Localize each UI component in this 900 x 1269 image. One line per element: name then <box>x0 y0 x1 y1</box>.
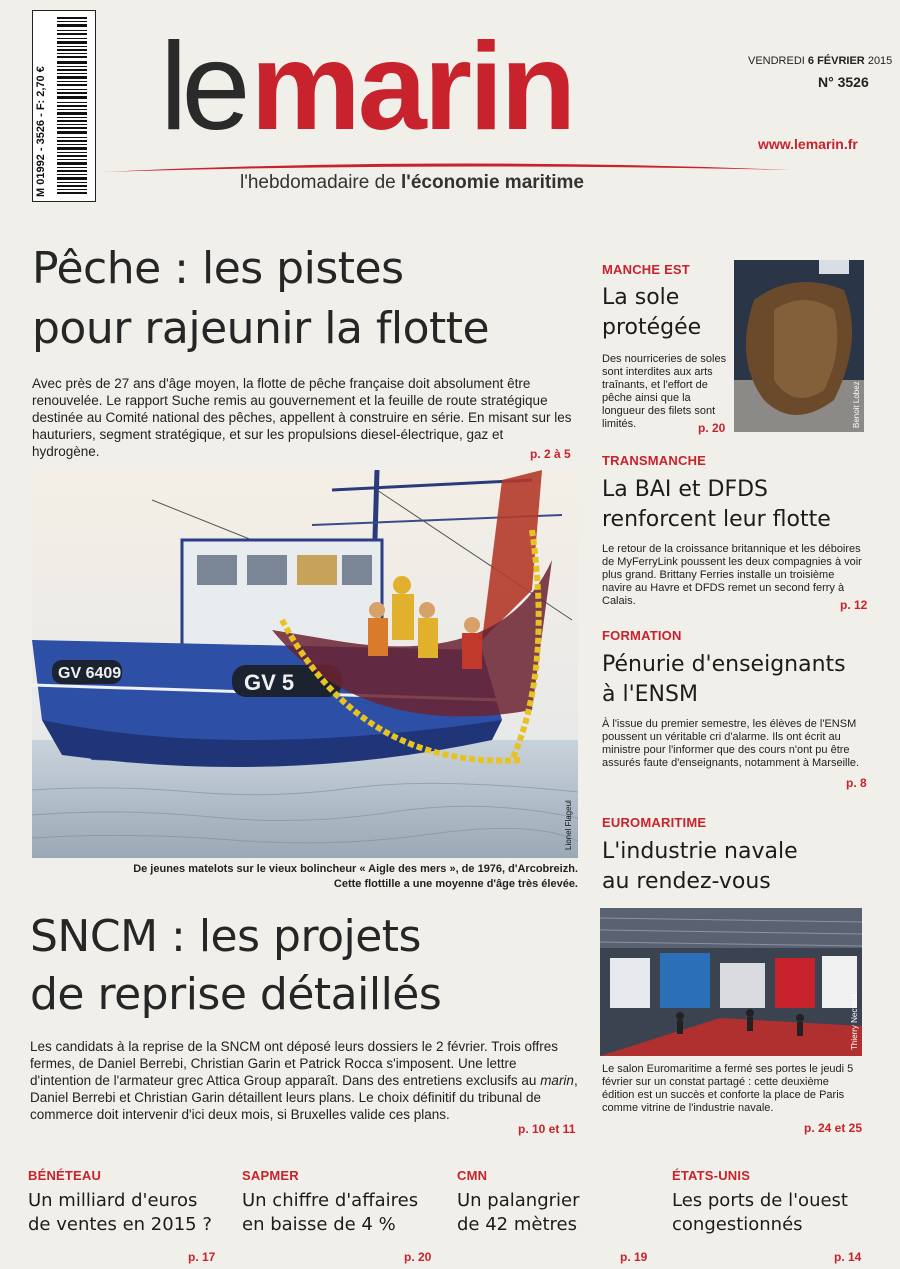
sole-photo <box>734 260 864 432</box>
bottom-item-2[interactable] <box>242 1168 434 1264</box>
sidebar-3-text: À l'issue du premier semestre, les élèves de l'ENSM poussent un véritable cri d'alarme. Ils ont écrit au ministre pour l'informer que des cours n'ont pu être assurés faute d'enseignants, notamment à Marseille. <box>602 718 860 769</box>
lead-headline-2[interactable]: pour rajeunir la flotte <box>32 303 490 354</box>
bottom-1-line-1: Un milliard d'euros <box>28 1190 198 1211</box>
sidebar-2-text: Le retour de la croissance britannique et les déboires de MyFerryLink poussent les deux compagnies à voir plus grand. Brittany Ferries installe un troisième navire au Havre et DFDS remet un second ferry à Calais. <box>602 543 862 607</box>
issue-date <box>748 55 892 67</box>
lead-photo <box>32 470 578 858</box>
sidebar-3-headline-2[interactable]: à l'ENSM <box>602 682 698 707</box>
second-text-part-1: Les candidats à la reprise de la SNCM ont déposé leurs dossiers le 2 février. Trois offres fermes, de Daniel Berrebi, Christian Garin et Patrick Rocca s'imposent. Une lettre d'intention de l'armateur grec Attica Group apparaît. Dans des entretiens exclusifs au <box>30 1039 559 1088</box>
bottom-3-rubric: CMN <box>457 1168 488 1183</box>
sidebar-3-page-ref[interactable]: p. 8 <box>846 776 867 790</box>
date-year: 2015 <box>864 55 893 67</box>
boat-number: GV 5 <box>244 670 295 695</box>
expo-photo <box>600 908 862 1056</box>
bottom-4-line-1: Les ports de l'ouest <box>672 1190 848 1211</box>
bottom-4-rubric: ÉTATS-UNIS <box>672 1168 751 1183</box>
lead-text: Avec près de 27 ans d'âge moyen, la flotte de pêche française doit absolument être renouvelée. Le rapport Suche remis au gouvernement et la feuille de route stratégique destinée au Comité national des pêches, appellent à construire en série. En misant sur les hauturiers, segment stratégique, et sur les propulsions diesel-électrique, gaz et hydrogène. <box>32 376 572 459</box>
barcode <box>32 10 96 202</box>
expo-hall-illustration <box>600 908 862 1056</box>
bottom-1-rubric: BÉNÉTEAU <box>28 1168 102 1183</box>
bottom-2-rubric: SAPMER <box>242 1168 299 1183</box>
bottom-item-3[interactable] <box>457 1168 649 1264</box>
sidebar-2-page-ref[interactable]: p. 12 <box>840 598 868 612</box>
sidebar-1-headline-2[interactable]: protégée <box>602 315 702 340</box>
sidebar-1-rubric: MANCHE EST <box>602 262 690 277</box>
bottom-3-line-2: de 42 mètres <box>457 1214 577 1235</box>
sidebar-1-page-ref[interactable]: p. 20 <box>698 421 726 435</box>
lead-caption-line-1: De jeunes matelots sur le vieux bolincheur « Aigle des mers », de 1976, d'Arcobreizh. <box>133 863 578 875</box>
bottom-item-4[interactable] <box>672 1168 864 1264</box>
bottom-4-page-ref: p. 14 <box>834 1250 862 1264</box>
lead-caption-line-2: Cette flottille a une moyenne d'âge très élevée. <box>333 878 578 890</box>
bottom-3-page-ref: p. 19 <box>620 1250 648 1264</box>
lead-headline-1[interactable]: Pêche : les pistes <box>32 243 404 294</box>
second-headline-2[interactable]: de reprise détaillés <box>30 969 442 1020</box>
tagline <box>240 172 584 194</box>
lead-caption <box>32 862 578 892</box>
logo-le: le <box>160 18 245 156</box>
bottom-2-line-1: Un chiffre d'affaires <box>242 1190 419 1211</box>
logo-marin: marin <box>250 18 574 156</box>
barcode-text: M 01992 - 3526 - F: 2,70 € <box>35 66 47 197</box>
bottom-1-page-ref: p. 17 <box>188 1250 216 1264</box>
boat-number-bow: GV 6409 <box>58 665 122 682</box>
second-text-italic: marin <box>540 1073 574 1088</box>
second-headline-1[interactable]: SNCM : les projets <box>30 911 421 962</box>
sidebar-2-headline-1[interactable]: La BAI et DFDS <box>602 477 769 502</box>
second-page-ref[interactable]: p. 10 et 11 <box>518 1122 576 1136</box>
issue-number: N° 3526 <box>818 74 869 90</box>
sidebar-2-rubric: TRANSMANCHE <box>602 453 707 468</box>
sidebar-4-rubric: EUROMARITIME <box>602 815 707 830</box>
sidebar-4-photo-credit: Thierry Nectoux <box>850 993 859 1050</box>
logo[interactable] <box>160 18 574 162</box>
sidebar-4-headline-1[interactable]: L'industrie navale <box>602 839 798 864</box>
tagline-bold: l'économie maritime <box>401 172 584 193</box>
sidebar-3-rubric: FORMATION <box>602 628 682 643</box>
sidebar-4-headline-2[interactable]: au rendez-vous <box>602 869 771 894</box>
bottom-2-page-ref: p. 20 <box>404 1250 432 1264</box>
lead-photo-credit: Lionel Flageul <box>564 800 573 850</box>
bottom-1-line-2: de ventes en 2015 ? <box>28 1214 212 1235</box>
sidebar-3-headline-1[interactable]: Pénurie d'enseignants <box>602 652 846 677</box>
bottom-strip <box>0 1168 900 1269</box>
trawler-illustration <box>32 470 578 858</box>
date-weekday: VENDREDI <box>748 55 808 67</box>
sidebar-2-headline-2[interactable]: renforcent leur flotte <box>602 507 831 532</box>
website-link[interactable]: www.lemarin.fr <box>758 136 858 152</box>
tagline-pre: l'hebdomadaire de <box>240 172 402 193</box>
bottom-4-line-2: congestionnés <box>672 1214 803 1235</box>
sidebar-1-photo-credit: Benoit Lobez <box>852 381 861 428</box>
lead-page-ref[interactable]: p. 2 à 5 <box>530 447 571 461</box>
bottom-3-line-1: Un palangrier <box>457 1190 580 1211</box>
second-text-part-2: , Daniel Berrebi et Christian Garin détaillent leurs plans. Le choix définitif du tribunal de commerce doit intervenir d'ici deux mois, si Bruxelles valide ces plans. <box>30 1073 578 1122</box>
sole-fish-illustration <box>734 260 864 432</box>
date-day: 6 FÉVRIER <box>807 55 865 67</box>
second-text <box>30 1038 578 1123</box>
sidebar-4-page-ref[interactable]: p. 24 et 25 <box>804 1121 863 1135</box>
bottom-item-1[interactable] <box>28 1168 218 1264</box>
sidebar-1-text: Des nourriceries de soles sont interdites aux arts traînants, et l'effort de pêche ainsi que la longueur des filets sont limités. <box>602 353 727 430</box>
bottom-2-line-2: en baisse de 4 % <box>242 1214 396 1235</box>
sidebar-4-text: Le salon Euromaritime a fermé ses portes le jeudi 5 février sur un constat partagé : cette deuxième édition est un succès et conforte la place de Paris comme vitrine de l'industrie navale. <box>602 1063 854 1114</box>
sidebar-1-headline-1[interactable]: La sole <box>602 285 680 310</box>
